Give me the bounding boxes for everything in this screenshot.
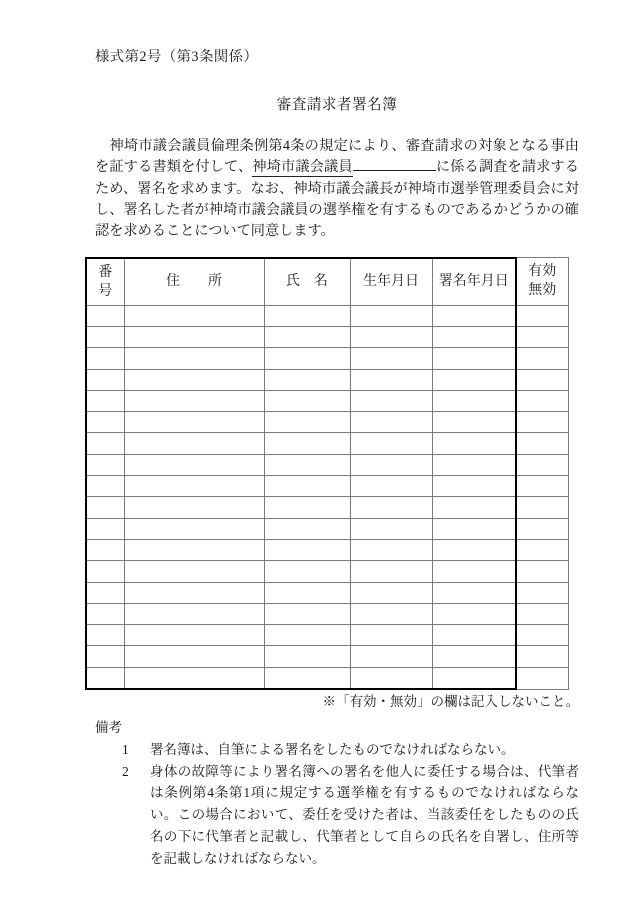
empty-cell [432, 667, 516, 689]
empty-cell [350, 348, 432, 369]
empty-cell [86, 305, 124, 326]
empty-cell [124, 539, 264, 560]
header-number-line2: 号 [98, 283, 113, 299]
empty-cell [264, 454, 350, 475]
empty-cell [124, 582, 264, 603]
empty-cell [516, 582, 568, 603]
empty-cell [350, 412, 432, 433]
empty-cell [86, 454, 124, 475]
remark-item-1 [95, 739, 579, 761]
signature-table-body [86, 305, 568, 689]
remarks-section [95, 717, 579, 870]
empty-cell [350, 582, 432, 603]
remark-item-2-text: 身体の故障等により署名簿への署名を他人に委任する場合は、代筆者は条例第4条第1項に規定する選挙権を有するものでなければならない。この場合において、委任を受けた者は、当該委任をしたものの氏名の下に代筆者と記載し、代筆者として自らの氏名を自署し、住所等を記載しなければならない。 [150, 763, 579, 866]
empty-cell [432, 476, 516, 497]
signature-row [86, 603, 568, 624]
empty-cell [124, 348, 264, 369]
table-header-row [86, 258, 568, 306]
header-name: 氏 名 [264, 258, 350, 306]
signature-row [86, 433, 568, 454]
empty-cell [432, 348, 516, 369]
empty-cell [516, 348, 568, 369]
intro-text-after: に係る調査を請求するため、署名を求めます。なお、神埼市議会議長が神埼市選挙管理委員会に対し、署名した者が神埼市議会議員の選挙権を有するものであるかどうかの確認を求めることについて同意します。 [95, 159, 579, 240]
empty-cell [264, 625, 350, 646]
remark-item-2-number: 2 [122, 763, 129, 779]
remarks-heading: 備考 [95, 720, 122, 736]
empty-cell [432, 497, 516, 518]
signature-row [86, 390, 568, 411]
empty-cell [350, 497, 432, 518]
remark-item-1-number: 1 [122, 741, 129, 757]
empty-cell [350, 433, 432, 454]
empty-cell [124, 561, 264, 582]
empty-cell [350, 667, 432, 689]
empty-cell [124, 476, 264, 497]
remark-item-1-text: 署名簿は、自筆による署名をしたものでなければならない。 [150, 741, 515, 757]
empty-cell [516, 476, 568, 497]
empty-cell [86, 390, 124, 411]
empty-cell [432, 625, 516, 646]
empty-cell [86, 476, 124, 497]
empty-cell [86, 625, 124, 646]
empty-cell [516, 390, 568, 411]
empty-cell [264, 497, 350, 518]
empty-cell [124, 433, 264, 454]
validity-column-note: ※「有効・無効」の欄は記入しないこと。 [322, 694, 579, 710]
empty-cell [264, 667, 350, 689]
empty-cell [516, 667, 568, 689]
empty-cell [264, 390, 350, 411]
signature-table-wrap [85, 257, 630, 690]
empty-cell [86, 667, 124, 689]
empty-cell [264, 369, 350, 390]
empty-cell [124, 603, 264, 624]
empty-cell [264, 603, 350, 624]
empty-cell [264, 518, 350, 539]
empty-cell [124, 326, 264, 347]
empty-cell [350, 390, 432, 411]
empty-cell [86, 603, 124, 624]
empty-cell [86, 518, 124, 539]
empty-cell [516, 305, 568, 326]
empty-cell [432, 603, 516, 624]
empty-cell [516, 433, 568, 454]
empty-cell [516, 561, 568, 582]
empty-cell [516, 625, 568, 646]
empty-cell [432, 454, 516, 475]
empty-cell [350, 646, 432, 667]
empty-cell [124, 369, 264, 390]
header-number [86, 258, 124, 306]
empty-cell [264, 433, 350, 454]
signature-row [86, 412, 568, 433]
empty-cell [350, 539, 432, 560]
empty-cell [264, 539, 350, 560]
remark-item-2 [95, 761, 579, 870]
councilor-name-blank-line [353, 158, 436, 171]
intro-paragraph [95, 136, 579, 242]
empty-cell [350, 454, 432, 475]
empty-cell [516, 646, 568, 667]
signature-row [86, 476, 568, 497]
empty-cell [124, 305, 264, 326]
empty-cell [350, 625, 432, 646]
signature-row [86, 348, 568, 369]
empty-cell [432, 433, 516, 454]
signature-row [86, 561, 568, 582]
empty-cell [264, 561, 350, 582]
empty-cell [432, 326, 516, 347]
signature-table [85, 257, 569, 690]
empty-cell [516, 326, 568, 347]
empty-cell [350, 326, 432, 347]
empty-cell [124, 412, 264, 433]
empty-cell [516, 454, 568, 475]
empty-cell [350, 603, 432, 624]
document-title: 審査請求者署名簿 [276, 97, 398, 113]
signature-row [86, 539, 568, 560]
signature-row [86, 369, 568, 390]
empty-cell [432, 561, 516, 582]
empty-cell [86, 369, 124, 390]
empty-cell [86, 433, 124, 454]
empty-cell [264, 412, 350, 433]
empty-cell [432, 305, 516, 326]
empty-cell [350, 476, 432, 497]
signature-row [86, 667, 568, 689]
empty-cell [86, 539, 124, 560]
header-number-line1: 番 [98, 264, 113, 280]
empty-cell [516, 518, 568, 539]
empty-cell [432, 582, 516, 603]
empty-cell [86, 646, 124, 667]
empty-cell [264, 476, 350, 497]
signature-row [86, 454, 568, 475]
empty-cell [516, 603, 568, 624]
header-birth-date: 生年月日 [350, 258, 432, 306]
empty-cell [432, 369, 516, 390]
empty-cell [432, 646, 516, 667]
empty-cell [124, 625, 264, 646]
empty-cell [432, 518, 516, 539]
header-validity-line1: 有効 [528, 264, 557, 280]
empty-cell [516, 539, 568, 560]
empty-cell [264, 305, 350, 326]
signature-row [86, 646, 568, 667]
signature-row [86, 518, 568, 539]
empty-cell [86, 497, 124, 518]
empty-cell [516, 497, 568, 518]
empty-cell [350, 518, 432, 539]
empty-cell [124, 454, 264, 475]
empty-cell [124, 518, 264, 539]
header-validity-line2: 無効 [528, 283, 557, 299]
empty-cell [124, 667, 264, 689]
empty-cell [124, 390, 264, 411]
header-address: 住 所 [124, 258, 264, 306]
empty-cell [86, 561, 124, 582]
signature-row [86, 326, 568, 347]
empty-cell [350, 369, 432, 390]
empty-cell [86, 412, 124, 433]
empty-cell [432, 390, 516, 411]
empty-cell [264, 326, 350, 347]
empty-cell [264, 582, 350, 603]
empty-cell [264, 348, 350, 369]
signature-row [86, 497, 568, 518]
empty-cell [350, 305, 432, 326]
empty-cell [516, 369, 568, 390]
empty-cell [432, 412, 516, 433]
empty-cell [264, 646, 350, 667]
empty-cell [124, 646, 264, 667]
councilor-name-underlined: 神埼市議会議員 [252, 159, 353, 176]
signature-row [86, 582, 568, 603]
intro-text-before: 神埼市議会議員倫理条例第4条の規定により、審査請求の対象となる事由を証する書類を付して、 [95, 138, 579, 176]
header-sign-date: 署名年月日 [432, 258, 516, 306]
empty-cell [516, 412, 568, 433]
empty-cell [432, 539, 516, 560]
empty-cell [124, 497, 264, 518]
empty-cell [86, 326, 124, 347]
signature-row [86, 305, 568, 326]
signature-row [86, 625, 568, 646]
empty-cell [86, 582, 124, 603]
header-validity [516, 258, 568, 306]
empty-cell [350, 561, 432, 582]
form-number: 様式第2号（第3条関係） [95, 49, 259, 65]
empty-cell [86, 348, 124, 369]
